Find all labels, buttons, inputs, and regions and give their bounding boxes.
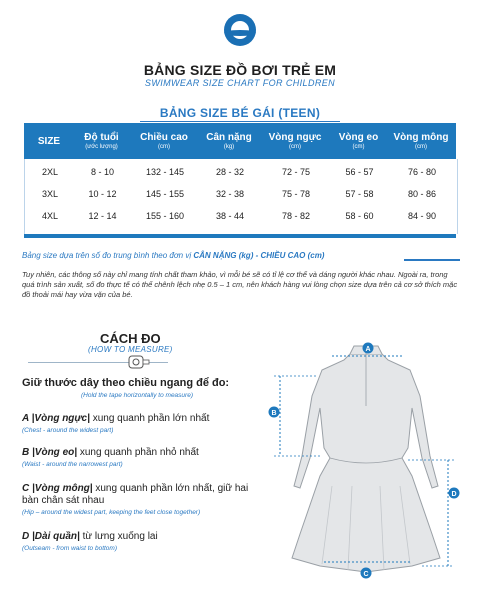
brand-logo-icon bbox=[224, 14, 256, 46]
cell-hip: 84 - 90 bbox=[407, 211, 437, 221]
header-size: SIZE bbox=[37, 135, 61, 147]
marker-b-label: B bbox=[271, 410, 277, 417]
measure-instruction-sub: (Hold the tape horizontally to measure) bbox=[80, 392, 193, 399]
cell-hip: 76 - 80 bbox=[407, 167, 437, 177]
header-hip: Vòng mông (cm) bbox=[393, 131, 449, 150]
page-subtitle: SWIMWEAR SIZE CHART FOR CHILDREN bbox=[144, 78, 336, 88]
marker-d-label: D bbox=[451, 491, 457, 498]
cell-size: 3XL bbox=[41, 189, 58, 199]
cell-size: 4XL bbox=[41, 211, 58, 221]
note-underline bbox=[404, 259, 460, 261]
cell-height: 155 - 160 bbox=[145, 211, 185, 221]
cell-age: 10 - 12 bbox=[88, 189, 117, 199]
cell-waist: 57 - 58 bbox=[345, 189, 374, 199]
measure-sub-chest: (Chest - around the widest part) bbox=[22, 427, 114, 434]
measure-label: C |Vòng mông| bbox=[22, 483, 93, 494]
cell-age: 12 - 14 bbox=[88, 211, 117, 221]
cell-waist: 56 - 57 bbox=[345, 167, 374, 177]
measure-label: A |Vòng ngực| bbox=[22, 413, 90, 424]
cell-height: 145 - 155 bbox=[145, 189, 185, 199]
cell-height: 132 - 145 bbox=[145, 167, 185, 177]
measure-item-waist bbox=[22, 447, 262, 459]
measuring-tape-icon bbox=[128, 355, 150, 369]
cell-age: 8 - 10 bbox=[90, 167, 114, 177]
marker-c-label: C bbox=[363, 571, 369, 578]
measure-text: từ lưng xuống lai bbox=[79, 531, 158, 542]
header-age: Độ tuổi (ước lượng) bbox=[84, 131, 119, 150]
measure-item-outseam bbox=[22, 531, 262, 543]
header-waist: Vòng eo (cm) bbox=[338, 131, 379, 150]
marker-a-label: A bbox=[365, 346, 371, 353]
table-row bbox=[25, 205, 457, 227]
cell-hip: 80 - 86 bbox=[407, 189, 437, 199]
table-row bbox=[25, 183, 457, 205]
measure-text: xung quanh phần nhỏ nhất bbox=[77, 447, 199, 458]
title-divider bbox=[140, 121, 340, 122]
table-body bbox=[24, 159, 458, 234]
measure-label: D |Dài quần| bbox=[22, 531, 80, 542]
measure-instruction: Giữ thước dây theo chiều ngang để đo: bbox=[22, 377, 230, 389]
measure-sub-hip: (Hip – around the widest part, keeping the feet close together) bbox=[22, 509, 201, 516]
garment-diagram bbox=[262, 336, 472, 586]
cell-waist: 58 - 60 bbox=[345, 211, 374, 221]
howto-title: CÁCH ĐO bbox=[100, 331, 161, 346]
measure-text: xung quanh phần lớn nhất, giữ hai bàn chân sát nhau bbox=[22, 483, 249, 506]
cell-chest: 75 - 78 bbox=[281, 189, 311, 199]
measure-sub-outseam: (Outseam - from waist to bottom) bbox=[22, 545, 117, 552]
note-highlight: CÂN NẶNG (kg) - CHIỀU CAO (cm) bbox=[193, 251, 325, 260]
measure-text: xung quanh phần lớn nhất bbox=[89, 413, 210, 424]
table-bottom-bar bbox=[24, 234, 456, 238]
measure-item-chest bbox=[22, 413, 262, 425]
header-weight: Cân nặng (kg) bbox=[206, 131, 252, 150]
table-title: BẢNG SIZE BÉ GÁI (TEEN) bbox=[159, 106, 321, 120]
note-summary bbox=[22, 251, 324, 260]
cell-weight: 38 - 44 bbox=[215, 211, 245, 221]
cell-chest: 78 - 82 bbox=[281, 211, 311, 221]
page-title: BẢNG SIZE ĐỒ BƠI TRẺ EM bbox=[143, 62, 337, 78]
note-paragraph: Tuy nhiên, các thông số này chỉ mang tính chất tham khảo, vì mỗi bé sẽ có tỉ lệ cơ thể và dáng người khác nhau. Ngoài ra, trong quá trình sản xuất, số đo thực tế có thể chênh lệch nhẹ 0.5 – 1 cm, nên khách hàng vui lòng chọn size dựa trên cả cơ sở thích mặc đồ thoải mái hay vừa vặn của bé. bbox=[22, 270, 458, 299]
measure-item-hip bbox=[22, 483, 262, 507]
note-prefix: Bảng size dựa trên số đo trung bình theo đơn vị bbox=[22, 251, 194, 260]
table-row bbox=[25, 161, 457, 183]
header-chest: Vòng ngực (cm) bbox=[268, 131, 322, 150]
cell-weight: 32 - 38 bbox=[215, 189, 245, 199]
cell-chest: 72 - 75 bbox=[281, 167, 311, 177]
header-height: Chiều cao (cm) bbox=[140, 131, 188, 150]
measure-sub-waist: (Waist - around the narrowest part) bbox=[22, 461, 123, 468]
cell-size: 2XL bbox=[41, 167, 58, 177]
table-header bbox=[24, 123, 456, 159]
howto-subtitle: (HOW TO MEASURE) bbox=[88, 345, 173, 354]
cell-weight: 28 - 32 bbox=[215, 167, 245, 177]
measure-label: B |Vòng eo| bbox=[22, 447, 78, 458]
